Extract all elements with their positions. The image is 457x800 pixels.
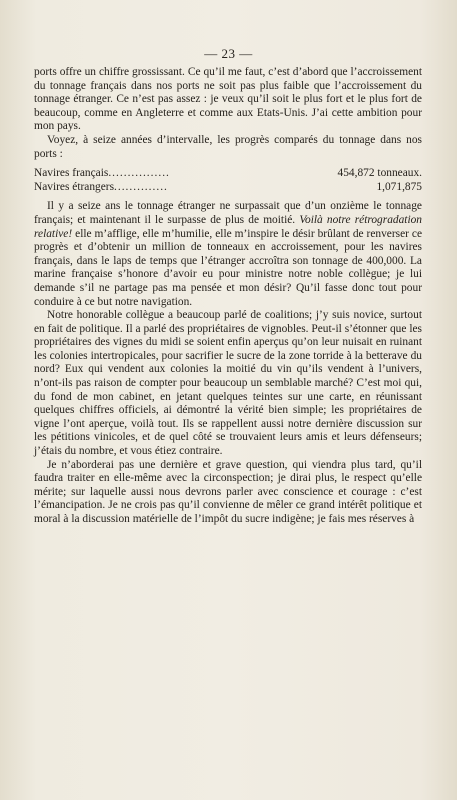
leader-dots: ................ [108, 167, 170, 180]
body-text [34, 66, 422, 527]
page-number: — 23 — [204, 46, 253, 61]
tonnage-table [34, 167, 422, 194]
paragraph-5: Je n’aborderai pas une dernière et grave question, qui viendra plus tard, qu’il faudra traiter en elle-même avec la circonspection; je dirai plus, le respect qu’elle mérite; sur laquelle aussi nous devrons parler avec conscience et courage : c’est l’émancipation. Je ne crois pas qu’il convienne de mêler ce grand intérêt politique et moral à la discussion matérielle de l’impôt du sucre indigène; je fais mes réserves à [34, 458, 422, 525]
emphasis-text: Voilà notre rétrogradation relative! [34, 213, 422, 240]
paragraph-3 [34, 200, 422, 309]
paragraph-4: Notre honorable collègue a beaucoup parlé de coalitions; j’y suis novice, surtout en fait de politique. Il a parlé des propriétaires de vignobles. Peut-il s’étonner que les propriétaires des vignes du midi se soient enfin aperçus qu’on leur nuisait en ruinant les colonies intertropicales, pour sacrifier le sucre de la zone torride à la betterave du nord? Eux qui vendent aux colonies la moitié du vin qu’ils vendent à l’univers, n’ont-ils pas raison de compter pour beaucoup un semblable marché? C’est moi qui, du fond de mon cabinet, en jetant quelques teintes sur une carte, en réunissant quelques chiffres officiels, ai démontré la vérité bien simple; les propriétaires de vigne l’ont aperçue, voilà tout. Ils se rappellent aussi notre dernière discussion sur les pétitions vinicoles, et de quel côté se trouvaient leurs amis et leurs défenseurs; j’étais du nombre, et vous étiez contraire. [34, 309, 422, 458]
paragraph-2: Voyez, à seize années d’intervalle, les progrès comparés du tonnage dans nos ports : [34, 133, 422, 160]
table-row [34, 181, 422, 195]
leader-dots: .............. [114, 180, 168, 193]
row-label: Navires français [34, 167, 109, 180]
table-row [34, 167, 422, 181]
row-label: Navires étrangers [34, 180, 115, 193]
paragraph-3-start: Il y a seize ans le tonnage étranger ne surpassait que d’un onzième le tonnage français; et maintenant il le surpasse de plus de moitié. [34, 200, 422, 226]
paragraph-1: ports offre un chiffre grossissant. Ce qu’il me faut, c’est d’abord que l’accroissement du tonnage français dans nos ports ne soit pas plus faible que l’accroissement du tonnage étranger. Ce n’est pas assez : je veux qu’il soit le plus fort et le plus fort de beaucoup, comme en Angleterre et comme aux Etats-Unis. J’ai cette ambition pour mon pays. [34, 66, 422, 133]
row-value: 1,071,875 [376, 180, 422, 193]
row-value: 454,872 tonneaux. [337, 167, 422, 180]
paragraph-3-end: elle m’afflige, elle m’humilie, elle m’inspire le désir brûlant de renverser ce progrès et d’obtenir un million de tonneaux en accroissement, pour les navires français, dans le laps de temps que l’étranger accroîtra son tonnage de 400,000. La marine française s’honore d’avoir eu pour ministre notre noble collègue; je lui demande s’il ne partage pas ma pensée et mon désir? Qu’il fasse donc tout pour conduire à ce but notre navigation. [34, 227, 422, 308]
